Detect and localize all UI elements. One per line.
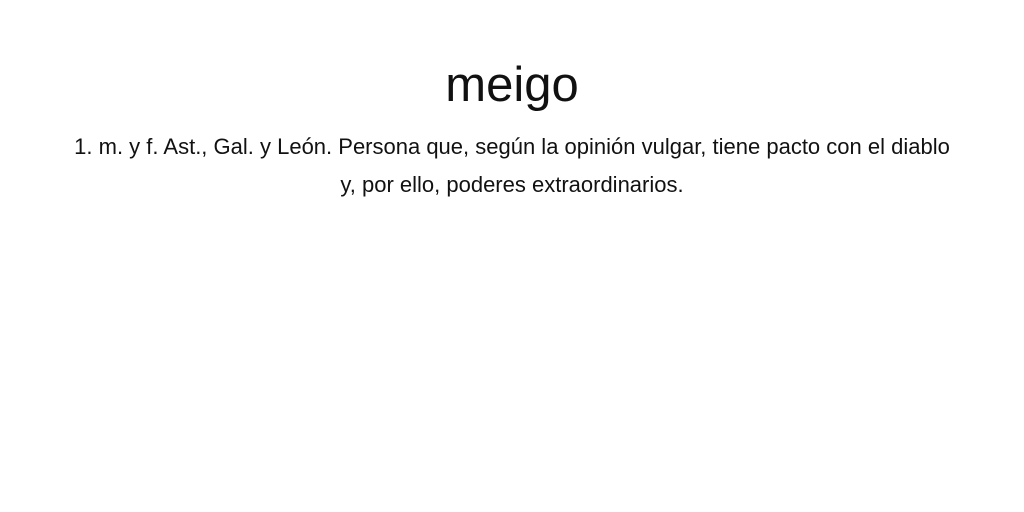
headword-title: meigo — [445, 58, 579, 112]
definition-text: 1. m. y f. Ast., Gal. y León. Persona que, según la opinión vulgar, tiene pacto con el diablo y, por ello, poderes extraordinarios. — [74, 134, 950, 197]
